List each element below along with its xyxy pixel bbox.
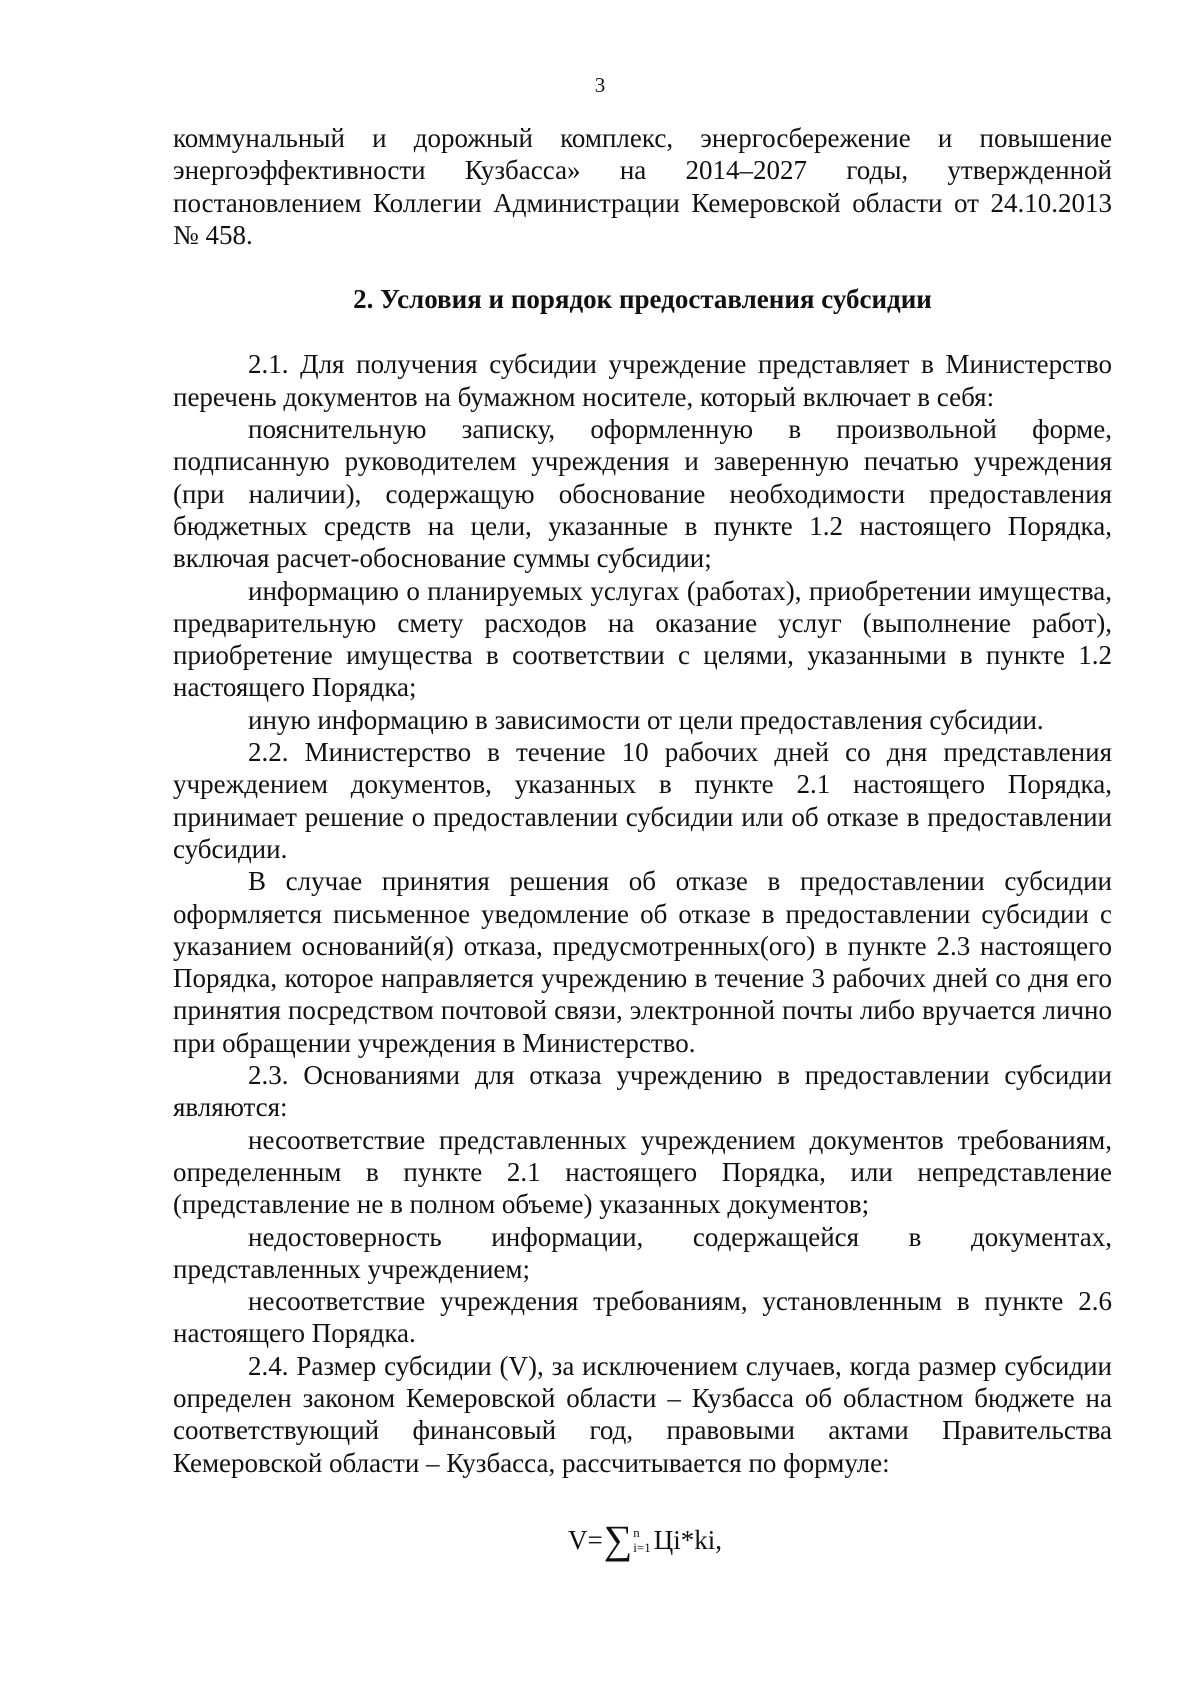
- formula: [0, 1517, 1200, 1562]
- formula-term: Цi*ki: [653, 1525, 716, 1555]
- sum-lower-limit: i=1: [633, 1540, 651, 1555]
- paragraph-2-1: 2.1. Для получения субсидии учреждение представляет в Министерство перечень документов на бумажном носителе, который включает в себя:: [173, 349, 1112, 412]
- page-number: 3: [594, 73, 606, 97]
- sum-symbol: ∑: [603, 1517, 633, 1562]
- paragraph-2-2: 2.2. Министерство в течение 10 рабочих дней со дня представления учреждением документов, указанных в пункте 2.1 настоящего Порядка, принимает решение о предоставлении субсидии или об отказе в предоставлении субсидии.: [173, 737, 1112, 864]
- paragraph-noncompliance-documents: несоответствие представленных учреждением документов требованиям, определенным в пункте 2.1 настоящего Порядка, или непредставление (представление не в полном объеме) указанных документов;: [173, 1124, 1112, 1220]
- formula-lhs: V=: [568, 1525, 603, 1555]
- paragraph-refusal-notice: В случае принятия решения об отказе в предоставлении субсидии оформляется письменное уведомление об отказе в предоставлении субсидии с указанием оснований(я) отказа, предусмотренных(ого) в пункте 2.3 настоящего Порядка, которое направляется учреждению в течение 3 рабочих дней со дня его принятия посредством почтовой связи, электронной почты либо вручается лично при обращении учреждения в Министерство.: [173, 866, 1112, 1058]
- paragraph-unreliable-info: недостоверность информации, содержащейся в документах, представленных учреждением;: [173, 1221, 1112, 1284]
- formula-tail: ,: [715, 1525, 722, 1555]
- paragraph-continuation: коммунальный и дорожный комплекс, энергосбережение и повышение энергоэффективности Кузбасса» на 2014–2027 годы, утвержденной постановлением Коллегии Администрации Кемеровской области от 24.10.2013 № 458.: [173, 123, 1112, 250]
- paragraph-planned-services: информацию о планируемых услугах (работах), приобретении имущества, предварительную смету расходов на оказание услуг (выполнение работ), приобретение имущества в соответствии с целями, указанными в пункте 1.2 настоящего Порядка;: [173, 575, 1112, 703]
- paragraph-2-3: 2.3. Основаниями для отказа учреждению в предоставлении субсидии являются:: [173, 1060, 1112, 1123]
- document-body: [173, 122, 1112, 1479]
- paragraph-other-info: иную информацию в зависимости от цели предоставления субсидии.: [248, 704, 1044, 735]
- paragraph-noncompliance-institution: несоответствие учреждения требованиям, установленным в пункте 2.6 настоящего Порядка.: [173, 1286, 1112, 1349]
- paragraph-2-4: 2.4. Размер субсидии (V), за исключением случаев, когда размер субсидии определен законом Кемеровской области – Кузбасса об областном бюджете на соответствующий финансовый год, правовыми актами Правительства Кемеровской области – Кузбасса, рассчитывается по формуле:: [173, 1350, 1112, 1478]
- sum-upper-limit: n: [633, 1525, 640, 1540]
- subsidy-formula: [568, 1517, 722, 1562]
- sum-limits: [633, 1525, 650, 1555]
- paragraph-explanatory-note: пояснительную записку, оформленную в произвольной форме, подписанную руководителем учреждения и заверенную печатью учреждения (при наличии), содержащую обоснование необходимости предоставления бюджетных средств на цели, указанные в пункте 1.2 настоящего Порядка, включая расчет-обоснование суммы субсидии;: [173, 414, 1112, 574]
- section-heading: 2. Условия и порядок предоставления субсидии: [353, 284, 932, 315]
